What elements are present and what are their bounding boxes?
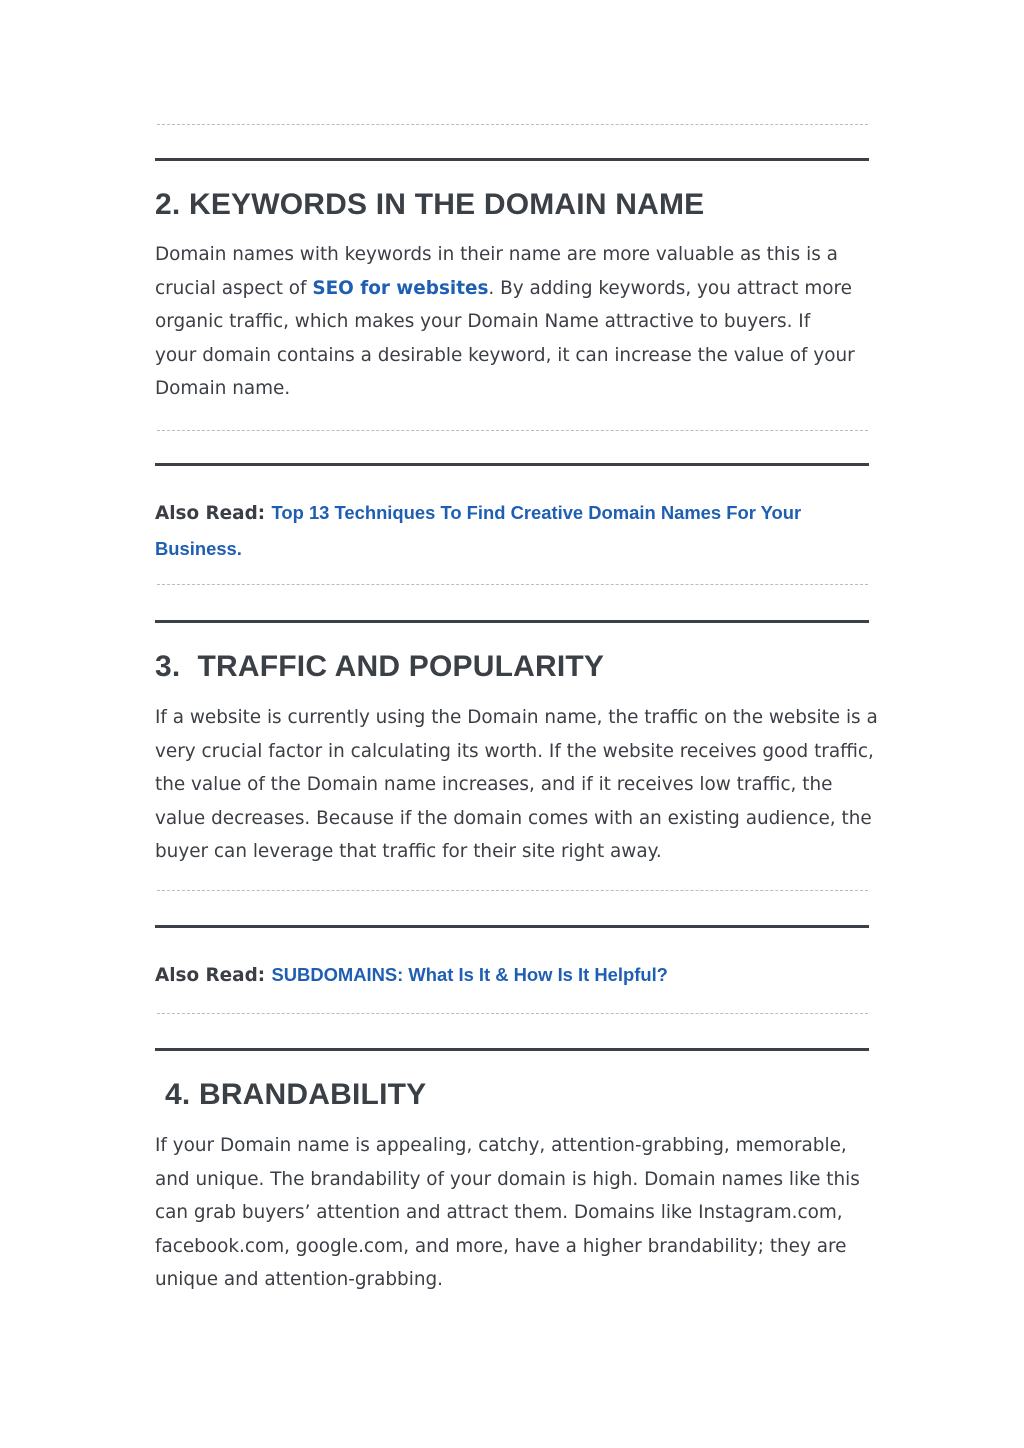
section-paragraph-brandability: If your Domain name is appealing, catchy, attention-grabbing, memorable, and unique. The brandability of your domain is high. Domain names like this can grab buyers’ attention and attract them. Domains like Instagram.com, facebook.com, google.com, and more, have a higher brandability; they are unique and attention-grabbing. (155, 1135, 860, 1291)
section-heading-brandability: 4. BRANDABILITY (165, 1078, 427, 1111)
also-read-block (155, 495, 845, 567)
paragraph-text: Domain names with keywords in their name are more valuable as this is a crucial aspect of (155, 244, 838, 299)
dashed-divider (157, 890, 868, 891)
section-heading-keywords: 2. KEYWORDS IN THE DOMAIN NAME (155, 188, 705, 221)
section-paragraph-keywords (155, 238, 855, 406)
horizontal-rule (155, 925, 869, 928)
also-read-block (155, 957, 855, 993)
horizontal-rule (155, 158, 869, 161)
dashed-divider (157, 124, 868, 125)
dashed-divider (157, 1013, 868, 1014)
paragraph-text: . By adding keywords, you attract more organic traffic, which makes your Domain Name attractive to buyers. If your domain contains a desirable keyword, it can increase the value of your Domain name. (155, 277, 855, 400)
also-read-link-domain-names[interactable]: Top 13 Techniques To Find Creative Domain Names For Your Business. (155, 502, 802, 559)
horizontal-rule (155, 620, 869, 623)
also-read-label: Also Read (155, 965, 258, 986)
horizontal-rule (155, 1048, 869, 1051)
also-read-label: Also Read (155, 503, 258, 524)
section-heading-traffic: 3. TRAFFIC AND POPULARITY (155, 650, 605, 683)
dashed-divider (157, 430, 868, 431)
also-read-separator: : (257, 503, 272, 524)
seo-for-websites-link[interactable]: SEO for websites (312, 277, 489, 299)
horizontal-rule (155, 463, 869, 466)
also-read-link-subdomains[interactable]: SUBDOMAINS: What Is It & How Is It Helpful? (271, 964, 668, 985)
section-paragraph-traffic: If a website is currently using the Domain name, the traffic on the website is a very crucial factor in calculating its worth. If the website receives good traffic, the value of the Domain name increases, and if it receives low traffic, the value decreases. Because if the domain comes with an existing audience, the buyer can leverage that traffic for their site right away. (155, 707, 878, 863)
dashed-divider (157, 584, 868, 585)
also-read-separator: : (257, 965, 272, 986)
